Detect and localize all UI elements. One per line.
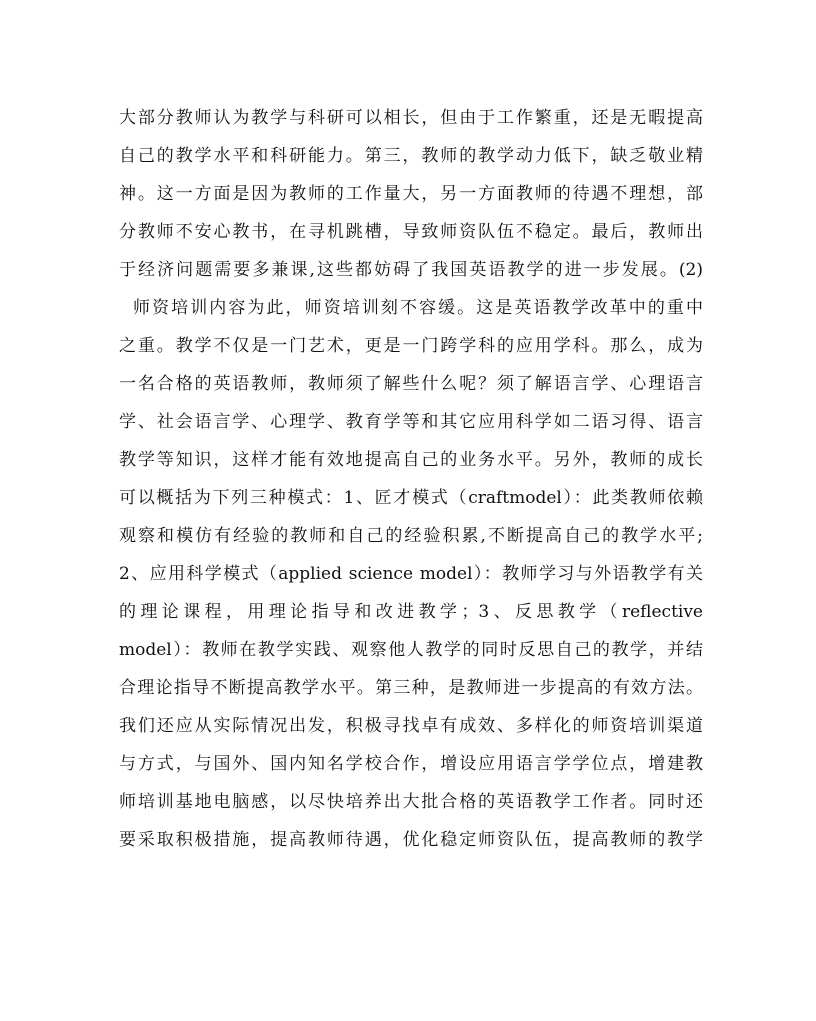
text-line: 学、社会语言学、心理学、教育学等和其它应用科学如二语习得、语言 <box>119 412 703 432</box>
text-line: model）：教师在教学实践、观察他人教学的同时反思自己的教学，并结 <box>119 640 703 660</box>
text-line: 2、应用科学模式（applied science model）：教师学习与外语教学有关 <box>119 564 703 584</box>
text-line: 的理论课程，用理论指导和改进教学；3、反思教学（reflective <box>119 602 703 622</box>
text-line: 师培训基地电脑感，以尽快培养出大批合格的英语教学工作者。同时还 <box>119 792 703 812</box>
text-line: 可以概括为下列三种模式：1、匠才模式（craftmodel）：此类教师依赖 <box>119 488 703 508</box>
text-line: 自己的教学水平和科研能力。第三，教师的教学动力低下，缺乏敬业精 <box>119 146 703 166</box>
text-line: 神。这一方面是因为教师的工作量大，另一方面教师的待遇不理想，部 <box>119 184 703 204</box>
text-line: 合理论指导不断提高教学水平。第三种，是教师进一步提高的有效方法。 <box>119 678 703 698</box>
text-line: 要采取积极措施，提高教师待遇，优化稳定师资队伍，提高教师的教学 <box>119 830 703 850</box>
text-line: 于经济问题需要多兼课,这些都妨碍了我国英语教学的进一步发展。(2) <box>119 260 703 280</box>
text-line: 观察和模仿有经验的教师和自己的经验积累,不断提高自己的教学水平; <box>119 526 703 546</box>
text-line: 教学等知识，这样才能有效地提高自己的业务水平。另外，教师的成长 <box>119 450 703 470</box>
text-line: 我们还应从实际情况出发，积极寻找卓有成效、多样化的师资培训渠道 <box>119 716 703 736</box>
paragraph-first-line: 师资培训内容为此，师资培训刻不容缓。这是英语教学改革中的重中 <box>133 298 703 318</box>
text-line: 分教师不安心教书，在寻机跳槽，导致师资队伍不稳定。最后，教师出 <box>119 222 703 242</box>
text-line: 之重。教学不仅是一门艺术，更是一门跨学科的应用学科。那么，成为 <box>119 336 703 356</box>
text-line: 大部分教师认为教学与科研可以相长，但由于工作繁重，还是无暇提高 <box>119 108 703 128</box>
text-line: 一名合格的英语教师，教师须了解些什么呢？须了解语言学、心理语言 <box>119 374 703 394</box>
text-line: 与方式，与国外、国内知名学校合作，增设应用语言学学位点，增建教 <box>119 754 703 774</box>
